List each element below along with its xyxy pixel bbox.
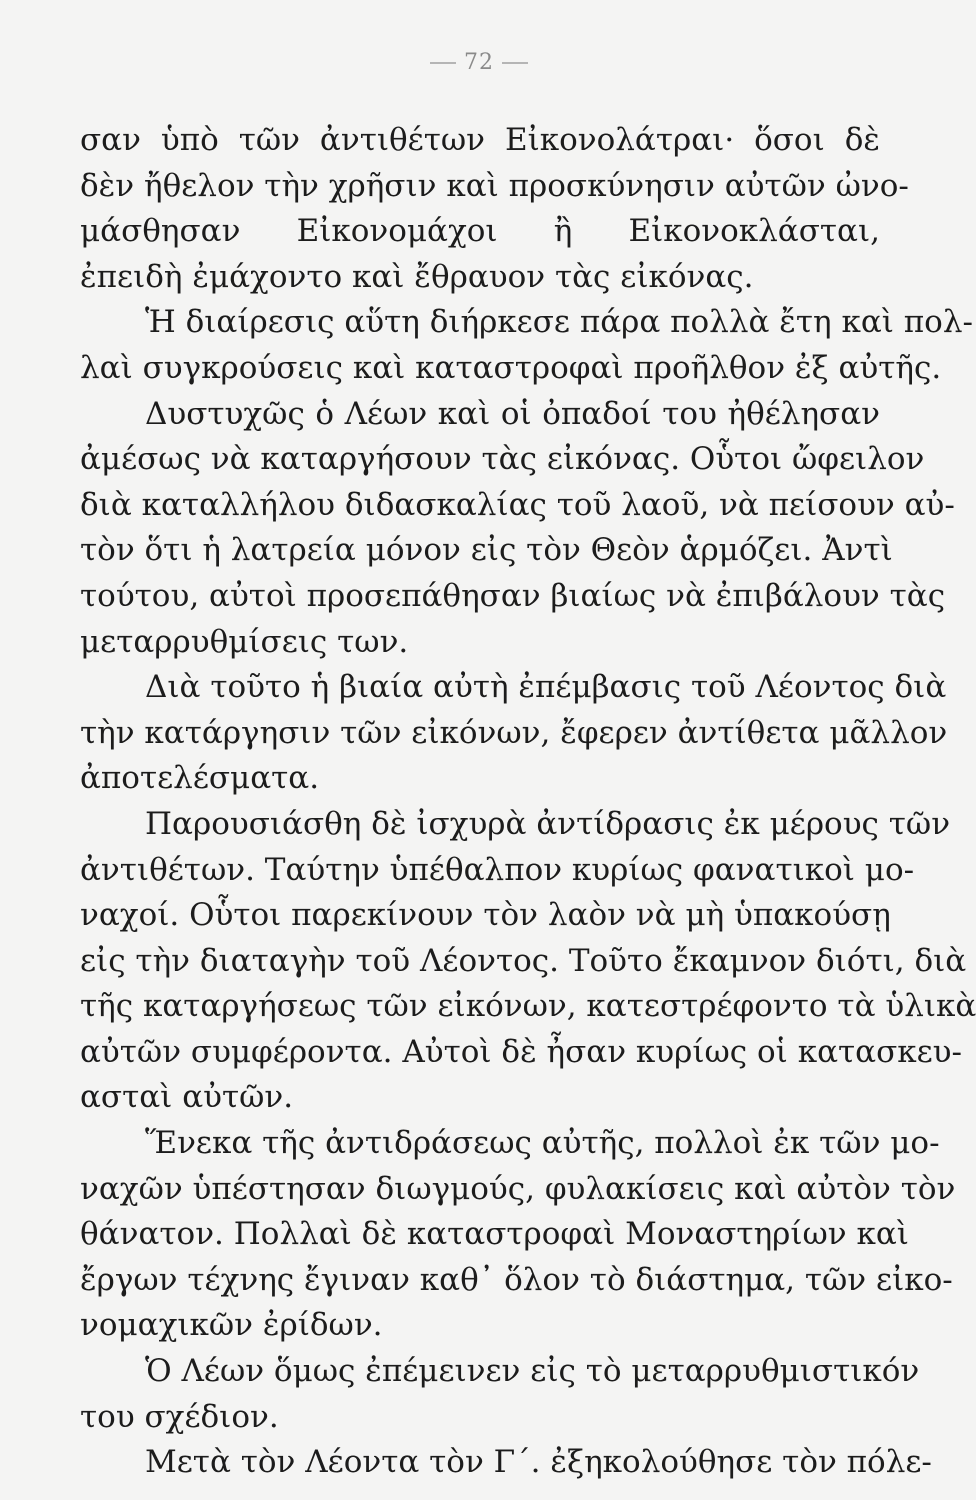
page-number-label: 72 — [464, 50, 494, 75]
text-line: δὲν ἤθελον τὴν χρῆσιν καὶ προσκύνησιν αὐτῶν ὠνο- — [80, 167, 909, 204]
text-line: Διὰ τοῦτο ἡ βιαία αὐτὴ ἐπέμβασις τοῦ Λέοντος διὰ — [145, 669, 947, 706]
text-line: Μετὰ τὸν Λέοντα τὸν Γ΄. ἐξηκολούθησε τὸν πόλε- — [145, 1444, 932, 1481]
text-line: τὴν κατάργησιν τῶν εἰκόνων, ἔφερεν ἀντίθετα μᾶλλον — [80, 714, 948, 751]
text-line: τὸν ὅτι ἡ λατρεία μόνον εἰς τὸν Θεὸν ἁρμόζει. Ἀντὶ — [80, 532, 893, 569]
body-text — [80, 118, 976, 1486]
text-line: θάνατον. Πολλαὶ δὲ καταστροφαὶ Μοναστηρίων καὶ — [80, 1216, 909, 1253]
text-line: αὐτῶν συμφέροντα. Αὐτοὶ δὲ ἦσαν κυρίως οἱ κατασκευ- — [80, 1033, 963, 1070]
text-line: διὰ καταλλήλου διδασκαλίας τοῦ λαοῦ, νὰ πείσουν αὐ- — [80, 486, 955, 523]
text-line: τούτου, αὐτοὶ προσεπάθησαν βιαίως νὰ ἐπιβάλουν τὰς — [80, 577, 946, 614]
text-line: Ὁ Λέων ὅμως ἐπέμεινεν εἰς τὸ μεταρρυθμιστικόν — [145, 1353, 920, 1390]
text-line: Ἡ διαίρεσις αὕτη διήρκεσε πάρα πολλὰ ἔτη καὶ πολ- — [145, 304, 973, 341]
text-line: ναχοί. Οὗτοι παρεκίνουν τὸν λαὸν νὰ μὴ ὑπακούσῃ — [80, 897, 891, 934]
text-line: ἔργων τέχνης ἔγιναν καθ᾽ ὅλον τὸ διάστημα, τῶν εἰκο- — [80, 1261, 953, 1298]
text-line: νομαχικῶν ἐρίδων. — [80, 1307, 383, 1344]
page-number — [0, 50, 958, 75]
text-line: ἀποτελέσματα. — [80, 760, 320, 797]
text-line: σαν ὑπὸ τῶν ἀντιθέτων Εἰκονολάτραι· ὅσοι δὲ — [80, 122, 880, 158]
text-line: ἐπειδὴ ἐμάχοντο καὶ ἔθραυον τὰς εἰκόνας. — [80, 258, 754, 295]
page-number-right-dash — [502, 62, 528, 64]
text-line: Ἕνεκα τῆς ἀντιδράσεως αὐτῆς, πολλοὶ ἐκ τῶν μο- — [145, 1125, 940, 1162]
text-line: ἀμέσως νὰ καταργήσουν τὰς εἰκόνας. Οὗτοι ὤφειλον — [80, 441, 925, 478]
text-line: ναχῶν ὑπέστησαν διωγμούς, φυλακίσεις καὶ αὐτὸν τὸν — [80, 1170, 956, 1207]
text-line: μεταρρυθμίσεις των. — [80, 623, 409, 660]
text-line: Δυστυχῶς ὁ Λέων καὶ οἱ ὀπαδοί του ἠθέλησαν — [145, 395, 880, 432]
text-line: Παρουσιάσθη δὲ ἰσχυρὰ ἀντίδρασις ἐκ μέρους τῶν — [145, 805, 951, 842]
page-number-left-dash — [430, 62, 456, 64]
text-line: ἀντιθέτων. Ταύτην ὑπέθαλπον κυρίως φανατικοὶ μο- — [80, 851, 915, 888]
text-line: ασταὶ αὐτῶν. — [80, 1079, 294, 1116]
text-line: λαὶ συγκρούσεις καὶ καταστροφαὶ προῆλθον ἐξ αὐτῆς. — [80, 349, 942, 386]
text-line: του σχέδιον. — [80, 1398, 279, 1435]
text-line: τῆς καταργήσεως τῶν εἰκόνων, κατεστρέφοντο τὰ ὑλικὰ — [80, 988, 976, 1025]
text-line: εἰς τὴν διαταγὴν τοῦ Λέοντος. Τοῦτο ἔκαμνον διότι, διὰ — [80, 942, 967, 979]
text-line: μάσθησαν Εἰκονομάχοι ἢ Εἰκονοκλάσται, — [80, 213, 880, 250]
